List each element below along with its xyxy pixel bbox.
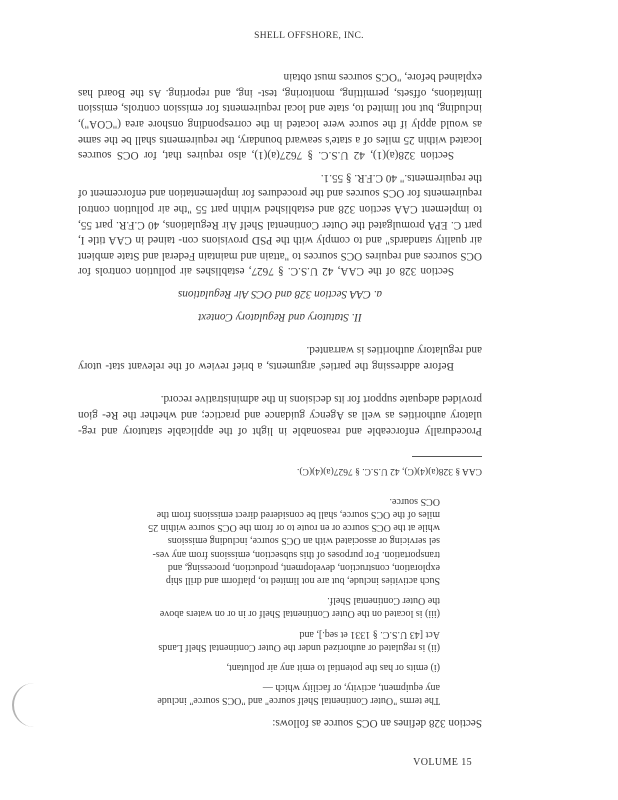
- quote-line: The terms "Outer Continental Shelf source" and "OCS source" include: [157, 695, 440, 707]
- quote-line: transportation. For purposes of this subsection, emissions from any ves-: [152, 548, 440, 560]
- subsection-heading: a. CAA Section 328 and OCS Air Regulations: [177, 288, 383, 300]
- section-heading: II. Statutory and Regulatory Context: [198, 310, 362, 323]
- scan-binding-mark: [12, 683, 44, 727]
- statutory-quote-block: [114, 495, 440, 708]
- quote-line: Such activities include, but are not limited to, platform and drill ship: [165, 574, 440, 586]
- footnote: CAA § 328(a)(4)(C), 42 U.S.C. § 7627(a)(4)(C).: [297, 465, 482, 476]
- quote-line: sel servicing or associated with an OCS source, including emissions: [167, 535, 440, 547]
- quote-line: miles of the OCS source, shall be considered direct emissions from the: [156, 508, 440, 520]
- volume-footer: VOLUME 15: [413, 757, 472, 768]
- quote-line: the Outer Continental Shelf.: [327, 595, 440, 607]
- quote-line: OCS source.: [389, 495, 440, 507]
- quote-line: (ii) is regulated or authorized under the Outer Continental Shelf Lands: [158, 641, 440, 653]
- footnote-rule: [412, 456, 482, 457]
- paragraph-section-328a1: Section 328(a)(1), 42 U.S.C. § 7627(a)(1), also requires that, for OCS sources located within 25 miles of a state's seaward boundary, the requirements shall be the same as would apply if the source were located in the corresponding onshore area ("COA"), including, but not limited to, state and local requirements for emission controls, emission limitations, offsets, permitting, monitoring, test- ing, and reporting. As the Board has explained before, "OCS sources must obtain: [78, 71, 482, 162]
- intro-quote: Section 328 defines an OCS source as follows:: [272, 717, 482, 729]
- quote-line: Act [43 U.S.C. § 1331 et seq.], and: [299, 628, 440, 640]
- paragraph-before-addressing: Before addressing the parties' arguments, a brief review of the relevant stat- utory and regulatory authorities is warranted.: [78, 344, 482, 372]
- inverted-text-block: [78, 60, 482, 730]
- quote-line: (i) emits or has the potential to emit any air pollutant,: [226, 662, 440, 673]
- paragraph-section-328: Section 328 of the CAA, 42 U.S.C. § 7627, establishes air pollution controls for OCS sources and requires OCS sources to "attain and maintain Federal and State ambient air quality standards" and to comply with the PSD provisions con- tained in CAA title I, part C. EPA promulgated the Outer Continental Shelf Air Regulations, 40 C.F.R. part 55, to implement CAA section 328 and established within part 55 "the air pollution control requirements for OCS sources and the procedures for implementation and enforcement of the requirements." 40 C.F.R. § 55.1.: [78, 171, 482, 278]
- quote-line: exploration, construction, development, production, processing, and: [167, 561, 440, 573]
- paragraph-review-standard: Procedurally enforceable and reasonable in light of the applicable statutory and reg- ulatory authorities as well as Agency guidance and practice; and whether the Re- gion provided adequate support for its decisions in the administrative record.: [78, 393, 482, 437]
- quote-line: (iii) is located on the Outer Continental Shelf or in or on waters above: [159, 608, 440, 620]
- running-header: SHELL OFFSHORE, INC.: [254, 31, 364, 41]
- quote-line: any equipment, activity, or facility which —: [262, 682, 440, 694]
- quote-line: while at the OCS source or en route to or from the OCS source within 25: [148, 522, 440, 534]
